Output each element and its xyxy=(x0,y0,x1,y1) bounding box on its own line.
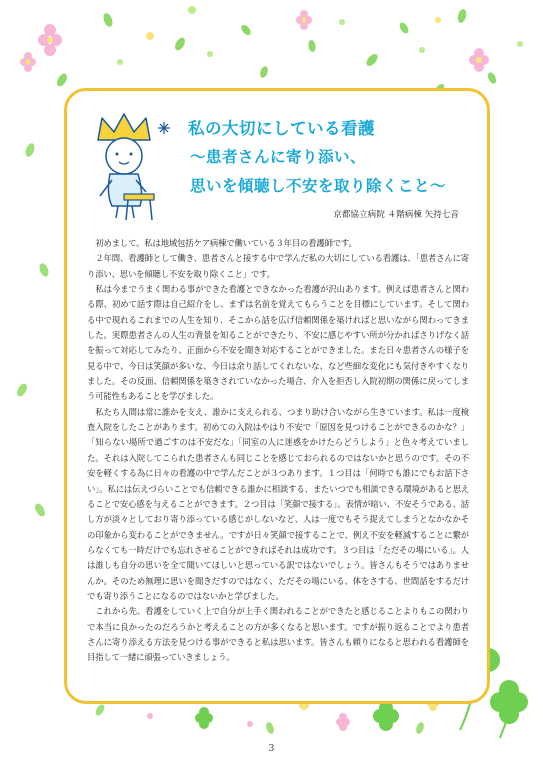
page-number: 3 xyxy=(268,744,275,754)
subtitle-line-2: 思いを傾聴し不安を取り除くこと～ xyxy=(190,177,447,195)
article-body xyxy=(87,236,469,666)
paragraph: 私たち人間は常に誰かを支え、誰かに支えられる、つまり助け合いながら生きています。私は一度検査入院をしたことがあります。初めての入院はやはり不安で「原因を見つけることができるのかな？」「知らない場所で過ごすのは不安だな」「同室の人に迷惑をかけたらどうしよう」と色々考えていました。それは入院してこられた患者さんも同じことを感じておられるのではないかと思うのです。その不安を軽くする為に日々の看護の中で学んだことが３つあります。１つ目は「何時でも誰にでもお話下さい」。私には伝えづらいことでも信頼できる誰かに相談する、またいつでも相談できる環境があると思えることで安心感を与えることができます。２つ目は「笑顔で接する」。表情が暗い、不安そうである、話し方が淡々としており寄り添っている感じがしないなど、人は一度でもそう捉えてしまうとなかなかその印象から変わることができません。ですが日々笑顔で接することで、例え不安を軽減することに繋がらなくても一時だけでも忘れさせることができればそれは成功です。３つ目は「ただその場にいる」。人は誰しも自分の思いを全て聞いてほしいと思っている訳ではないでしょう。皆さんもそうではありませんか。そのため無理に思いを聞きだすのではなく、ただその場にいる、体をさする、世間話をするだけでも寄り添うことになるのではないかと学びました。 xyxy=(87,406,469,601)
paragraph: 私は今までうまく関わる事ができた看護とできなかった看護が沢山あります。例えば患者さんと関わる際、初めて話す際は自己紹介をし、まずは名前を覚えてもらうことを目標にしています。そして関わる中で現れるこれまでの人生を知り、そこから話を広げ信頼関係を築ければと思いながら関わってきました。実際患者さんの人生の背景を知ることができたり、不安に感じやすい所が分かればさりげなく話を振って対応してみたり、正面から不安を聞き対応することができました。また日々患者さんの様子を見る中で、今日は笑顔が多いな、今日は余り話してくれないな、など些細な変化にも気付きやすくなりました。その反面、信頼関係を築きされていなかった場合、介入を拒否し入院初期の関係に戻ってしまう可能性もあることを学びました。 xyxy=(87,284,469,402)
subtitle-line-1: ～患者さんに寄り添い、 xyxy=(190,148,367,166)
paragraph: ２年間、看護師として働き、患者さんと接する中で学んだ私の大切にしている看護は、「患者さんに寄り添い、思いを傾聴し不安を取り除くこと」です。 xyxy=(87,253,469,279)
paragraph: 初めまして。私は地域包括ケア病棟で働いている３年目の看護師です。 xyxy=(95,238,357,248)
paragraph: これから先、看護をしていく上で自分が上手く関われることができたと感じることよりもこの関わりで本当に良かったのだろうかと考えることの方が多くなると思います。ですが振り返ることでより患者さんに寄り添える方法を見つける事ができると私は思います。皆さんも頼りになると思われる看護師を目指して一緒に頑張っていきましょう。 xyxy=(87,606,469,663)
page-title: 私の大切にしている看護 xyxy=(188,119,375,138)
author-credit: 京都協立病院 ４階病棟 矢持七音 xyxy=(333,210,459,220)
title-block xyxy=(188,114,488,201)
clover-decoration-left xyxy=(0,110,66,610)
nurse-illustration xyxy=(84,110,176,222)
